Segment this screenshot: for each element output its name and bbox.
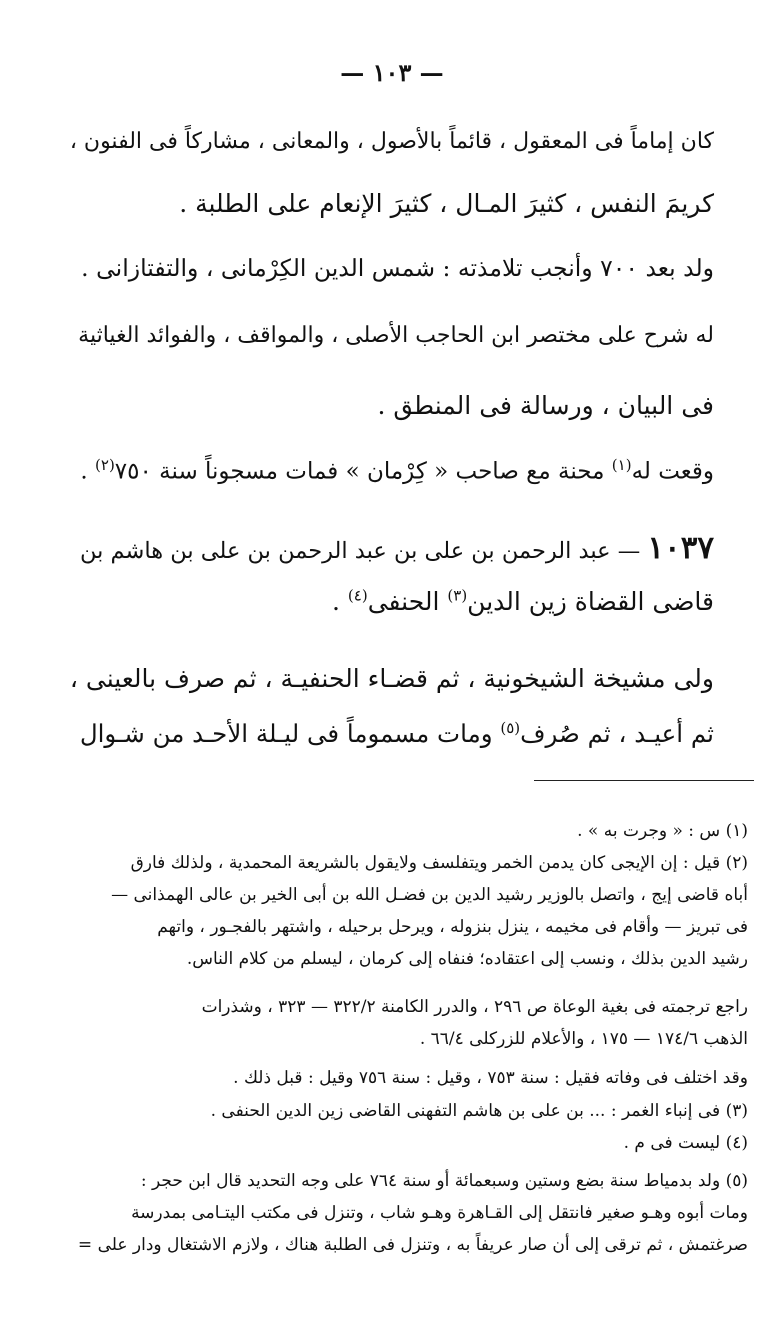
footnote: أباه قاضى إيج ، واتصل بالوزير رشيد الدين بن فضـل الله بن أبى الخير بن عالى الهمذانى —	[111, 885, 748, 905]
page-number: — ١٠٣ —	[340, 58, 444, 87]
footnote: راجع ترجمته فى بغية الوعاة ص ٢٩٦ ، والدرر الكامنة ٣٢٢/٢ — ٣٢٣ ، وشذرات	[201, 997, 748, 1017]
text-line: كريمَ النفس ، كثيرَ المـال ، كثيرَ الإنعام على الطلبة .	[179, 189, 714, 218]
text-line: له شرح على مختصر ابن الحاجب الأصلى ، والمواقف ، والفوائد الغياثية	[78, 323, 714, 348]
footnote-ref[interactable]: (٤)	[347, 586, 368, 605]
footnote-separator	[534, 780, 754, 781]
text-run: ومات مسموماً فى ليـلة الأحـد من شـوال	[79, 719, 501, 748]
text-run: .	[332, 587, 348, 616]
footnote: (١) س : « وجرت به » .	[577, 821, 748, 841]
entry-number: ١٠٣٧	[647, 530, 714, 566]
text-run: الحنفى	[367, 587, 448, 616]
text-run: قاضى القضاة زين الدين	[467, 587, 714, 616]
footnote-ref[interactable]: (١)	[611, 456, 632, 474]
text-line	[332, 586, 714, 619]
footnote: (٤) ليست فى م .	[623, 1133, 748, 1153]
footnote: ومات أبوه وهـو صغير فانتقل إلى القـاهرة وهـو شاب ، وتنزل فى مكتب اليتـامى بمدرسة	[131, 1203, 748, 1223]
footnote: صرغتمش ، ثم ترقى إلى أن صار عريفاً به ، وتنزل فى الطلبة هناك ، ولازم الاشتغال ودار على =	[77, 1235, 748, 1255]
text-run: .	[80, 458, 96, 485]
text-line: ولد بعد ٧٠٠ وأنجب تلامذته : شمس الدين الكِرْمانى ، والتفتازانى .	[81, 254, 714, 282]
footnote: (٢) قيل : إن الإيجى كان يدمن الخمر ويتفلسف ولايقول بالشريعة المحمدية ، ولذلك فارق	[130, 853, 748, 873]
footnote-ref[interactable]: (٥)	[500, 718, 521, 737]
text-line: ولى مشيخة الشيخونية ، ثم قضـاء الحنفيـة ، ثم صرف بالعينى ،	[69, 664, 714, 693]
text-run: ثم أعيـد ، ثم صُرف	[520, 719, 714, 748]
footnote: وقد اختلف فى وفاته فقيل : سنة ٧٥٣ ، وقيل : سنة ٧٥٦ وقيل : قبل ذلك .	[233, 1068, 748, 1088]
text-line	[80, 718, 714, 750]
entry-heading	[80, 528, 714, 568]
text-run: محنة مع صاحب « كِرْمان » فمات مسجوناً سنة ٧٥٠	[114, 458, 612, 485]
text-run: وقعت له	[631, 458, 714, 485]
footnote-ref[interactable]: (٣)	[447, 586, 468, 605]
text-line: كان إماماً فى المعقول ، قائماً بالأصول ، والمعانى ، مشاركاً فى الفنون ،	[69, 129, 714, 154]
footnote-ref[interactable]: (٢)	[95, 456, 115, 474]
text-run: — عبد الرحمن بن على بن عبد الرحمن بن على بن هاشم بن	[79, 538, 648, 564]
text-line: فى البيان ، ورسالة فى المنطق .	[377, 391, 714, 420]
footnote: (٣) فى إنباء الغمر : ... بن على بن هاشم التفهنى القاضى زين الدين الحنفى .	[210, 1101, 748, 1121]
footnote: رشيد الدين بذلك ، ونسب إلى اعتقاده؛ فنفاه إلى كرمان ، ليسلم من كلام الناس.	[186, 949, 748, 969]
footnote: فى تبريز — وأقام فى مخيمه ، ينزل بنزوله ، ويرحل برحيله ، واشتهر بالفجـور ، واتهم	[157, 917, 748, 937]
footnote: (٥) ولد بدمياط سنة بضع وستين وسبعمائة أو سنة ٧٦٤ على وجه التحديد قال ابن حجر :	[140, 1171, 748, 1191]
text-line	[80, 456, 714, 488]
footnote: الذهب ١٧٤/٦ — ١٧٥ ، والأعلام للزركلى ٦٦/٤ .	[419, 1029, 748, 1049]
